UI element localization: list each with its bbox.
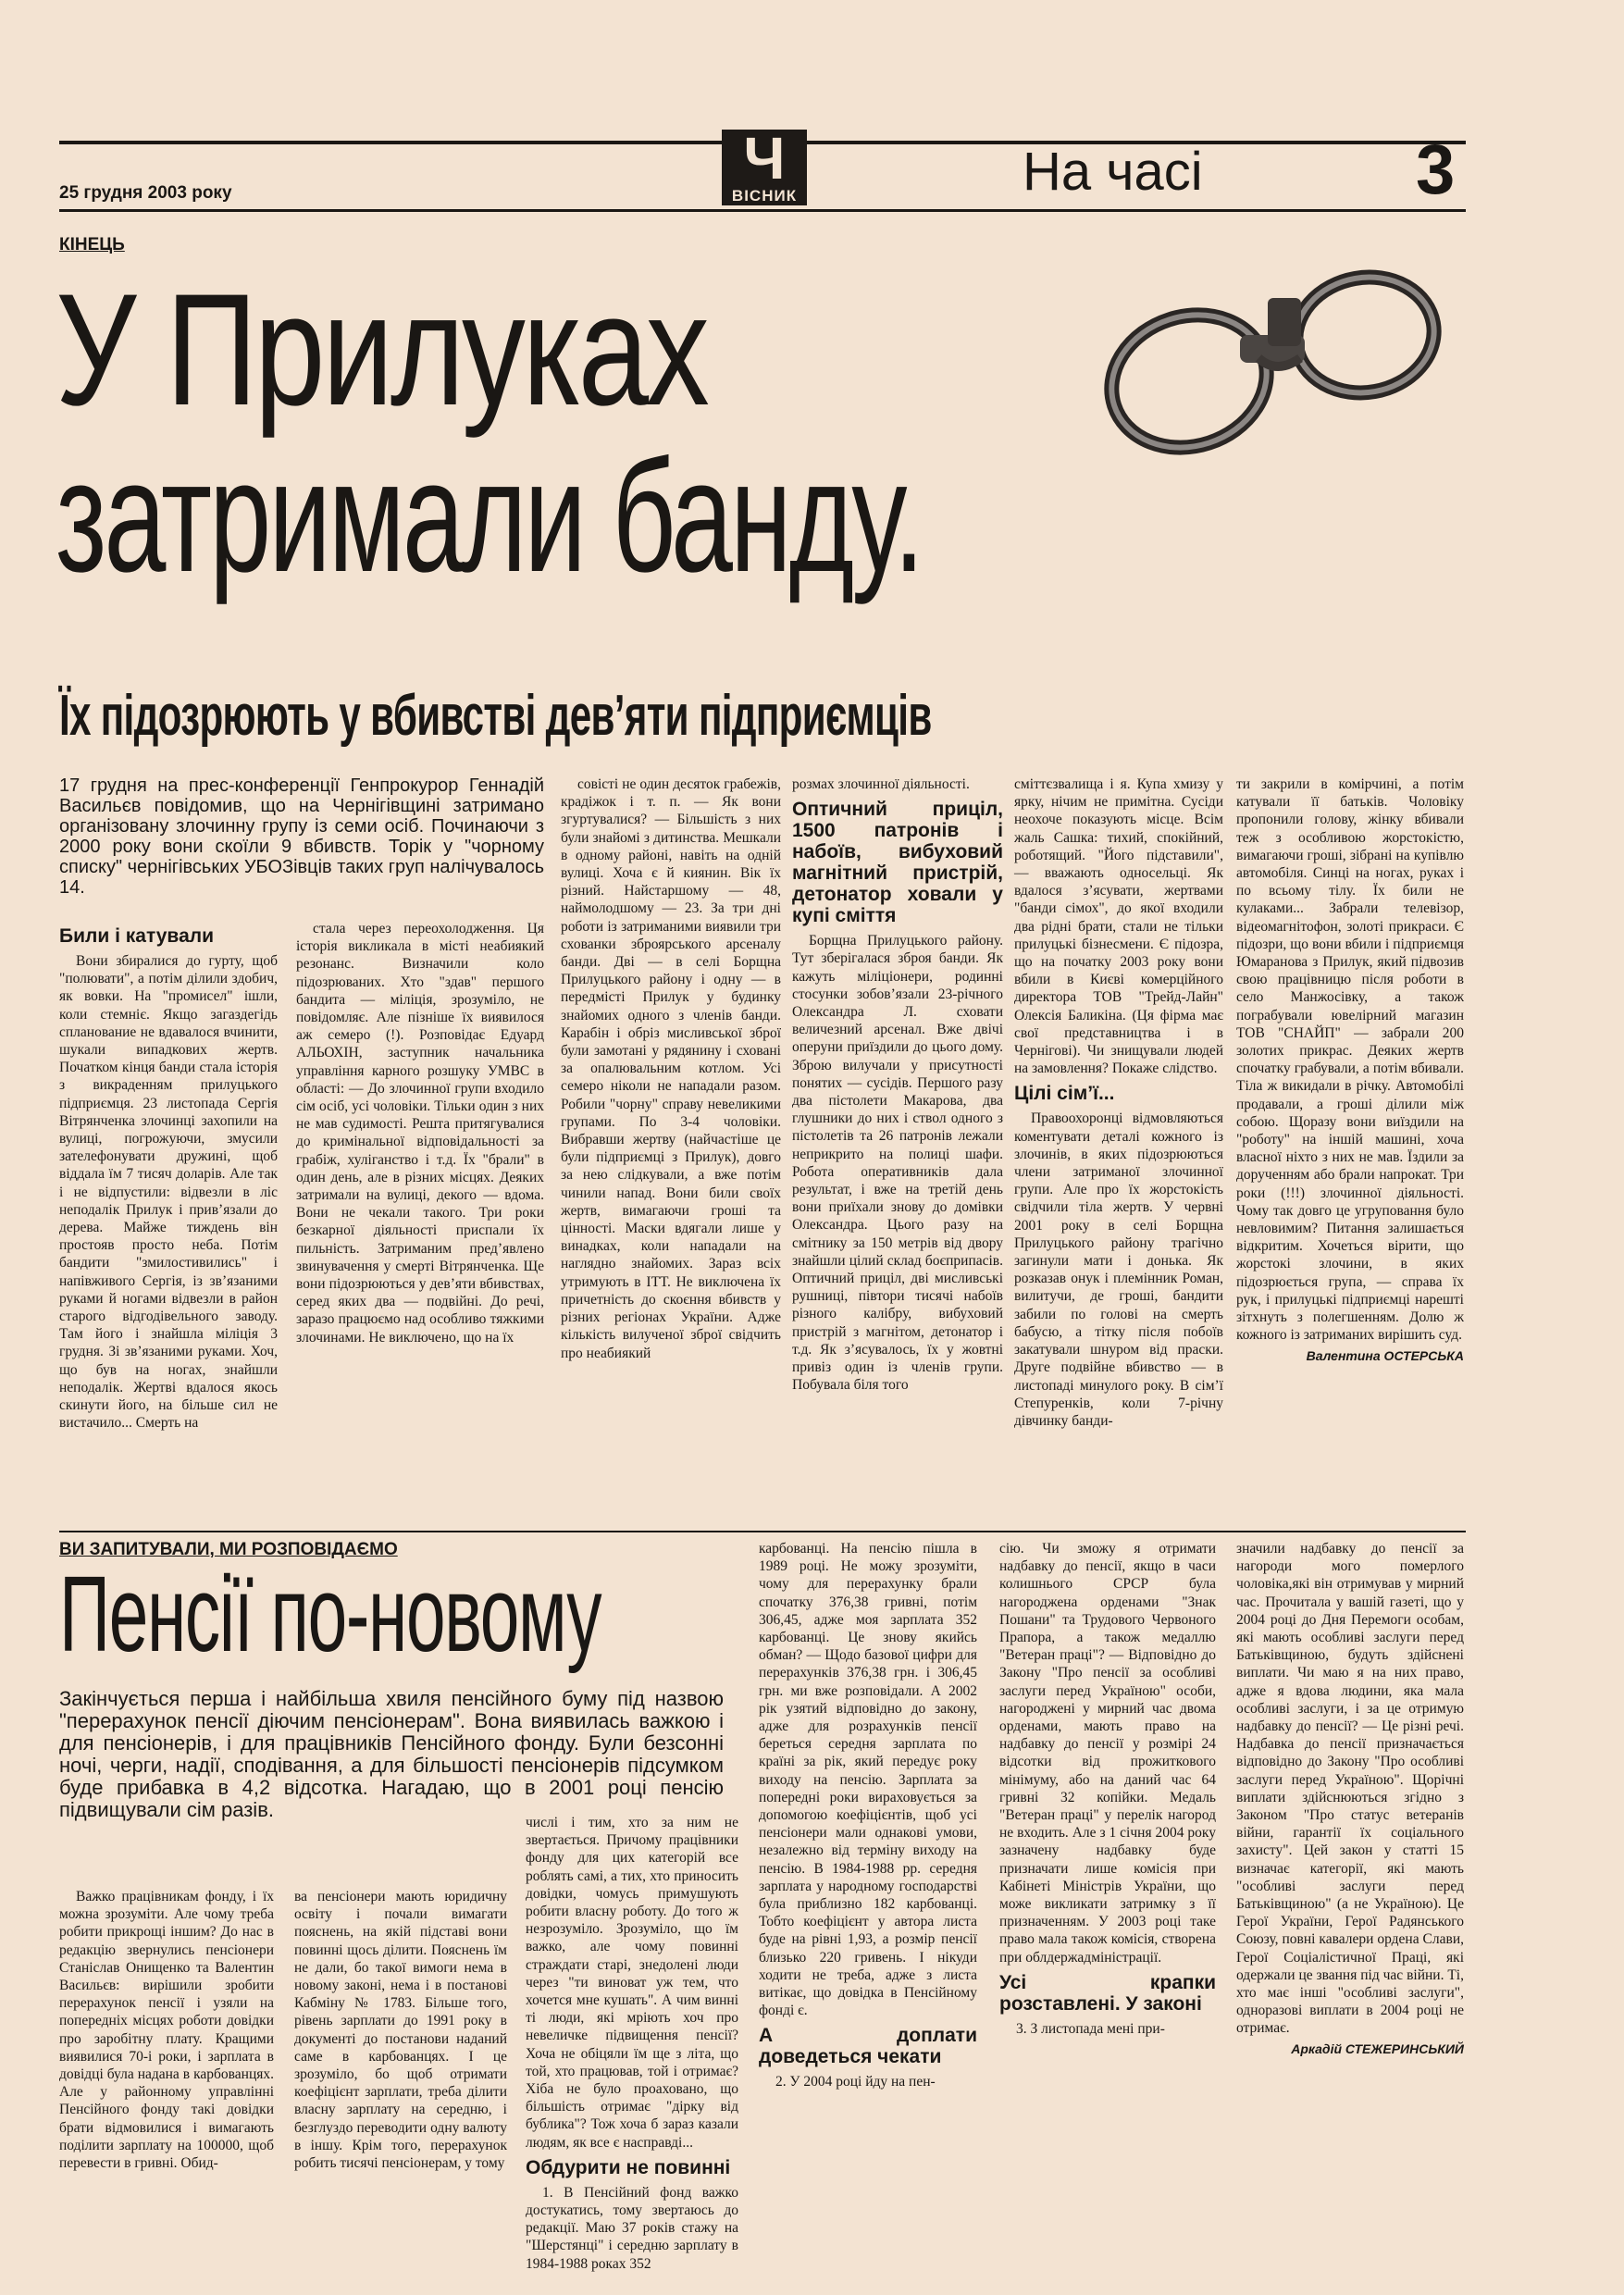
article1-col5 [1014, 775, 1223, 1523]
article1-col6 [1236, 775, 1464, 1523]
section-name: На часі [1023, 142, 1203, 202]
article1-col3-text: совісті не один десяток грабежів, крадіжок і т. п. — Як вони згуртувалися? — Більшість з них були знайомі з дитинства. Мешкали в одному районі, навіть на одній вулиці. Хоча є й киянин. Вік їх різний. Найстаршому — 48, наймолодшому — 23. За три дні роботи із затриманими виявили три схованки зброярського арсеналу банди. Дві — в селі Борщна Прилуцького району і одну — в передмісті Прилук у будинку знайомих одного з членів банди. Карабін і обріз мисливської зброї були замотані у рядянину і сховані за опалювальним котлом. Усі семеро ніколи не нападали разом. Робили "чорну" справу невеликими групами. По 3-4 чоловіки. Вибравши жертву (найчастіше це були підприємці з Прилук), довго за нею слідкували, а вже потім чинили напад. Вони били своїх жертв, вимагаючи гроші та цінності. Маски вдягали лише у винадках, коли нападали на наглядно знайомих. Зараз всіх утримують в ІТТ. Не виключена їх причетність до скоєння вбивств у різних регіонах України. Адже кількість вилученої зброї свідчить про неабиякий [561, 776, 781, 1361]
article1-subtitle: Їх підозрюють у вбивстві дев’яти підприємців [59, 684, 932, 748]
article1-col2-text: стала через переохолодження. Ця історія викликала в місті неабиякий резонанс. Визначили коло підозрюваних. Хто "здав" першого бандита — міліція, зрозуміло, не повідомляє. Але пізніше їх виявилося аж семеро (!). Розповідає Едуард АЛЬОХІН, заступник начальника управління карного розшуку УМВС в області: — До злочинної групи входило сім осіб, усі чоловіки. Тільки один з них не мав судимості. Решта притягувалися до кримінальної відповідальності за грабіж, хуліганство і т.д. Їх "брали" в один день, але в різних місцях. Деяких затримали на вулиці, декого — вдома. Вони не чекали такого. Три роки безкарної діяльності приспали їх пильність. Затриманим пред’явлено звинувачення у смерті Вітрянченка. Ще вони підозрюються у дев’яти вбивствах, серед яких два — подвійні. До речі, заразо працюємо над особливо тяжкими злочинами. Не виключено, що на їх [296, 921, 544, 1346]
article2-rubric: ВИ ЗАПИТУВАЛИ, МИ РОЗПОВІДАЄМО [59, 1540, 398, 1559]
article2-col2 [294, 1888, 507, 2258]
article2-title: Пенсії по-новому [59, 1554, 601, 1674]
handcuffs-image [1083, 242, 1471, 474]
article1-col4-text: Борщна Прилуцького району. Тут зберігалася зброя банди. Як кажуть міліціонери, родинні стосунки зобов’язали 23-річного Олександра Л. сховати величезний арсенал. Вже двічі оперуни приїздили до цього дому. Зброю вилучали у присутності понятих — сусідів. Першого разу два пістолети Макарова, два глушники до них і ствол одного з пістолетів та 26 патронів лежали неприкрито на полиці шафи. Робота оперативників дала результат, і вже на третій день вони приїхали знову до домівки Олександра. Цього разу на смітнику за 150 метрів від двору знайшли цілий склад боєприпасів. Оптичний приціл, дві мисливські рушниці, півтори тисячі набоїв різного калібру, вибуховий пристрій з магнітом, детонатор і т.д. Як з’ясувалось, їх у жовтні привіз один із членів групи. Побувала біля того [792, 933, 1003, 1394]
article1-rubric: КІНЕЦЬ [59, 235, 125, 254]
article2-col1 [59, 1888, 274, 2258]
logo-text: ВІСНИК [731, 187, 798, 205]
article1-col1 [59, 920, 278, 1523]
article2-col3-text-b: 1. В Пенсійний фонд важко достукатись, тому звертаюсь до редакції. Маю 37 років стажу на "Шерстянці" і середню зарплату в 1984-1988 роках 352 [526, 2184, 738, 2272]
article2-col3 [526, 1814, 738, 2272]
article2-col4-heading: А доплати доведеться чекати [759, 2025, 977, 2068]
article1-col5-heading: Цілі сім’ї... [1014, 1083, 1115, 1105]
newspaper-logo[interactable] [722, 125, 807, 205]
article2-col3-heading: Обдурити не повинні [526, 2156, 731, 2178]
article1-col5-top: сміттєзвалища і я. Купа хмизу у ярку, нічим не примітна. Сусіди неохоче показують місце. Всім жаль Сашка: тихий, спокійний, роботящий. "Його підставили", — вважають односельці. Як вдалося з’ясувати, жертвами "банди сімох", до якої входили два рідні брати, стали не тільки прилуцькі бізнесмени. Є підозра, що на початку 2003 року вони вбили в Києві комерційного директора ТОВ "Трейд-Лайн" Олексія Баликіна. (Ця фірма має свої представництва і в Чернігові). Чи знищували людей на замовлення? Покаже слідство. [1014, 776, 1223, 1077]
page-number: 3 [1416, 130, 1456, 209]
article2-col5-text: сію. Чи зможу я отримати надбавку до пенсії, якщо в часи колишнього СРСР була нагороджена орденами "Знак Пошани" та Трудового Червоного Прапора, а також медаллю "Ветеран праці"? — Відповідно до Закону "Про пенсії за особливі заслуги перед Україною" особи, нагороджені у мирний час двома орденами, мають право на надбавку до пенсії у розмірі 24 відсотки від прожиткового мінімуму, або на даний час 64 гривні 32 копійки. Медаль "Ветеран праці" у перелік нагород не входить. Але з 1 січня 2004 року зазначену надбавку буде призначати лише комісія при Кабінеті Міністрів України, що може викликати затримку з її призначенням. У 2003 році таке право мала також комісія, створена при облдержадміністрації. [999, 1541, 1216, 1966]
article2-col5-text-b: 3. З листопада мені при- [1016, 2020, 1165, 2037]
article2-col2-text: ва пенсіонери мають юридичну освіту і почали вимагати пояснень, на якій підставі вони повинні щось ділити. Пояснень їм не дали, бо такої вимоги нема в новому законі, нема і в постанові Кабміну № 1783. Більше того, рівень зарплати до 1991 року в документі до постанови наданий саме в карбованцях. І це зрозуміло, бо щоб отримати коефіцієнт зарплати, треба ділити власну зарплату на середню, і безглуздо переводити одну валюту в іншу. Крім того, перерахунок робить тисячі пенсіонерам, у тому [294, 1889, 507, 2172]
article1-col3 [561, 775, 781, 1523]
article1-author: Валентина ОСТЕРСЬКА [1306, 1347, 1464, 1363]
article1-col4 [792, 775, 1003, 1523]
article-divider [59, 1531, 1466, 1532]
article2-col5 [999, 1540, 1216, 2258]
article1-title-line2: затримали банду. [56, 428, 923, 605]
article2-col1-text: Важко працівникам фонду, і їх можна зрозуміти. Але чому треба робити прикрощі іншим? До нас в редакцію звернулись пенсіонери Станіслав Онищенко та Валентин Васильєв: вирішили зробити перерахунок пенсії і узяли на попередніх місцях роботи довідки про заробітну плату. Кращими виявилися 70-і роки, і зарплата в довідці була надана в карбованцях. Але у районному управлінні Пенсійного фонду такі довідки брати відмовилися і вимагають поділити зарплату на 100000, щоб перевести в гривні. Обид- [59, 1889, 274, 2172]
article1-col2 [296, 920, 544, 1523]
article2-col3-text: числі і тим, хто за ним не звертається. Причому працівники фонду для цих категорій все роблять самі, а тих, хто приносить довідки, чомусь примушують робити власну роботу. До того ж незрозуміло. Зрозуміло, що їм важко, але чому повинні страждати старі, знедолені люди через "ти виноват уж тем, что хочется мне кушать". А чим винні ті люди, які мріють хоч про невеличке підвищення пенсії? Хоча не обіцяли їм ще з літа, що той, хто працював, той і отримає? Хіба не було проаховано, що більшість отримає "дірку від бублика"? Тож хоча б зараз казали людям, як все є насправді... [526, 1815, 738, 2151]
article1-col1-text: Вони збиралися до гурту, щоб "полювати", а потім ділили здобич, як вовки. На "промисел" ішли, коли стемніє. Якщо загаздегідь спланование не вдавалося вчинити, шукали випадкових жертв. Початком кінця банди стала історія з викраденням прилуцького підприємця. 23 листопада Сергія Вітрянченка злочинці захопили на вулиці, погрожуючи, змусили зателефонувати дружині, щоб віддала їм 7 тисяч доларів. Але так і не відпустили: відвезли в ліс неподалік Прилук і прив’язали до дерева. Майже тиждень він простояв просто неба. Потім бандити "змилостивились" і напівживого Сергія, із зв’язаними руками й ногами відвезли в район старого відгодівельного заводу. Там його і знайшла міліція 3 грудня. Зі зв’язаними руками. Хоч, що був на ногах, знайшли неподалік. Жертві вдалося якось скинути його, на більше сил не вистачило... Смерть на [59, 953, 278, 1432]
header-rule-bottom [59, 209, 1466, 212]
article1-col1-heading: Били і катували [59, 925, 214, 947]
article1-col5-text: Правоохоронці відмовляються коментувати деталі кожного із злочинів, в яких підозрюються члени затриманої злочинної групи. Але про їх жорстокість свідчили тіла жертв. У червні 2001 року в селі Борщна Прилуцького району трагічно загинули мати і донька. Як розказав онук і племінник Роман, вилитучи, де гроші, бандити забили по голові на смерть бабусю, а тітку після побоїв закатували шнуром від праски. Друге подвійне вбивство — в листопаді минулого року. В сім’ї Степуренків, коли 7-річну дівчинку банди- [1014, 1110, 1223, 1429]
article2-col5-heading: Усі крапки розставлені. У законі [999, 1971, 1216, 2015]
article2-col6-text: значили надбавку до пенсії за нагороди мого померлого чоловіка,які він отримував у мирний час. Прочитала у вашій газеті, що у 2004 році до Дня Перемоги особам, які мають особливі заслуги перед Батьківщиною, будуть здійснені виплати. Чи маю я на них право, адже я вдова людини, яка мала особливі заслуги, і за це отримую надбавку до пенсії? — Це різні речі. Надбавка до пенсії призначається відповідно до Закону "Про особливі заслуги перед Україною". Щорічні виплати здійснюються згідно з Законом "Про статус ветеранів війни, гарантії їх соціального захисту". Цей закон у статті 15 визначає категорії, які мають "особливі заслуги перед Батьківщиною" (а не Україною). Це Герої України, Герої Радянського Союзу, повні кавалери ордена Слави, Герої Соціалістичної Праці, які одержали це звання під час війни. Ті, хто має інші "особливі заслуги", одноразові виплати в 2004 році не отримає. [1236, 1541, 1464, 2037]
article2-col4 [759, 1540, 977, 2258]
article2-lead: Закінчується перша і найбільша хвиля пенсійного буму під назвою "перерахунок пенсії діючим пенсіонерам". Вона виявилась важкою і для пенсіонерів, і для працівників Пенсійного фонду. Були безсонні ночі, черги, надії, сподівання, а для більшості пенсіонерів підсумком буде прибавка в 4,2 відсотка. Нагадаю, що в 2001 році пенсію підвищували сім разів. [59, 1687, 724, 1821]
article1-col4-top: розмах злочинної діяльності. [792, 776, 970, 792]
article1-col6-text: ти закрили в комірчині, а потім катували її батьків. Чоловіку пропонили голову, жінку вбивали теж з особливою жорстокістю, вимагаючи гроші, зібрані на купівлю автомобіля. Синці на ногах, руках і по всьому тілу. Їх били не кулаками... Забрали телевізор, відеомагнітофон, золоті прикраси. Є підозри, що вони вбили і підприємця Юмаранова з Прилук, який підвозив свою працівницю після роботи в село Манжосівку, а також пограбували ювелірний магазин ТОВ "СНАЙП" — забрали 200 золотих прикрас. Деяких жертв спочатку грабували, а потім вбивали. Тіла ж викидали в річку. Автомобілі продавали, а гроші ділили між собою. Щоразу вони виїздили на "роботу" на іншій машині, хоча власної ніхто з них не мав. Їздили за дорученням або брали напрокат. Три роки (!!!) злочинної діяльності. Чому так довго це угруповання було невловимим? Питання залишається відкритим. Хочеться вірити, що жорстокі злочини, в яких підозрюється група, — справа їх рук, і прилуцькі підприємці нарешті зітхнуть з полегшенням. Долю ж кожного із затриманих вирішить суд. [1236, 776, 1464, 1344]
article1-col4-heading: Оптичний приціл, 1500 патронів і набоїв, вибуховий магнітний пристрій, детонатор ховали у купі сміття [792, 799, 1003, 927]
article2-col4-text-b: 2. У 2004 році йду на пен- [775, 2074, 936, 2090]
article2-author: Аркадій СТЕЖЕРИНСЬКИЙ [1291, 2041, 1464, 2056]
article2-col4-text: карбованці. На пенсію пішла в 1989 році. Не можу зрозуміти, чому для перерахунку брали спочатку 376,38 гривні, потім 306,45, адже моя зарплата 352 карбованці. Це знову якийсь обман? — Щодо базової цифри для перерахунків 376,38 грн. і 306,45 грн. ми вже розповідали. А 2002 рік узятий відповідно до закону, адже для розрахунків пенсії береться середня зарплата по країні за рік, який передує року виходу на пенсію. Зарплата за попередні роки вираховується за допомогою коефіцієнтів, щоб усі пенсіонери мали однакові умови, незалежно від терміну виходу на пенсію. В 1984-1988 рр. середня зарплата у народному господарстві була приблизно 182 карбованці. Тобто коефіцієнт у автора листа буде на рівні 1,93, а розмір пенсії близько 220 гривень. І нікуди ходити не треба, адже з листа витікає, що довідка в Пенсійному фонді є. [759, 1541, 977, 2019]
article2-col6 [1236, 1540, 1464, 2258]
article1-title-line1: У Прилуках [56, 261, 707, 439]
issue-date: 25 грудня 2003 року [59, 183, 232, 203]
logo-letter: Ч [743, 125, 786, 192]
article1-lead: 17 грудня на прес-конференції Генпрокурор Геннадій Васильєв повідомив, що на Чернігівщині затримано організовану злочинну групу із семи осіб. Починаючи з 2000 року вони скоїли 9 вбивств. Торік у "чорному списку" чернігівських УБОЗівців таких груп налічувалось 14. [59, 775, 544, 898]
